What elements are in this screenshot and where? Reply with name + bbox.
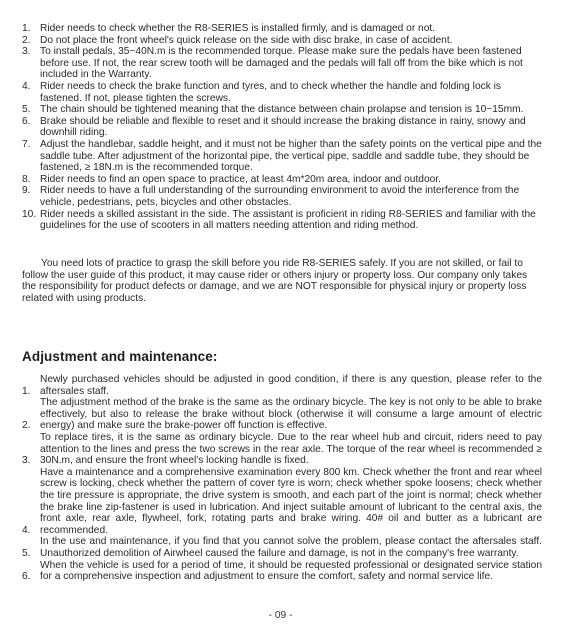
- list-item: [22, 116, 544, 139]
- item-text: When the vehicle is used for a period of time, it should be requested professional or designated service station for a comprehensive inspection and adjustment to ensure the comfort, safety and normal service life.: [40, 559, 542, 583]
- item-number: 8.: [22, 173, 31, 185]
- list-item: [22, 139, 544, 174]
- item-text: In the use and maintenance, if you find that you cannot solve the problem, please contact the aftersales staff. Unauthorized demolition of Airwheel caused the failure and damage, is not in the company's free warranty.: [40, 536, 542, 559]
- item-number: 10.: [22, 208, 37, 220]
- item-number: 6.: [22, 115, 31, 127]
- item-text: Adjust the handlebar, saddle height, and it must not be higher than the safety points on the vertical pipe and the saddle tube. After adjustment of the horizontal pipe, the vertical pipe, saddle and saddle tube, they should be fastened, ≥ 18N.m is the recommended torque.: [40, 138, 542, 174]
- list-item: [22, 560, 542, 583]
- item-text: To replace tires, it is the same as ordinary bicycle. Due to the rear wheel hub and circuit, riders need to pay attention to the lines and press the two screws in the rear axle. The torque of the rear wheel is recommended ≥ 30N.m, and ensure the front wheel's locking handle is fixed.: [40, 431, 542, 467]
- list-item: [22, 374, 542, 397]
- item-number: 2.: [22, 420, 31, 432]
- item-text: Rider needs to check whether the R8-SERIES is installed firmly, and is damaged or not.: [40, 23, 436, 34]
- item-text: Do not place the front wheel's quick release on the side with disc brake, in case of accident.: [40, 34, 453, 46]
- item-text: Brake should be reliable and flexible to reset and it should increase the braking distance in rainy, snowy and downhill riding.: [40, 115, 526, 139]
- item-text: Rider needs to find an open space to practice, at least 4m*20m area, indoor and outdoor.: [40, 173, 441, 185]
- item-text: Rider needs to have a full understanding of the surrounding environment to avoid the interference from the vehicle, pedestrians, pets, bicycles and other obstacles.: [40, 185, 520, 208]
- list-item: [22, 397, 542, 432]
- item-number: 4.: [22, 524, 31, 536]
- item-number: 2.: [22, 34, 31, 46]
- item-text: The adjustment method of the brake is the same as the ordinary bicycle. The key is not only to be able to brake effectively, but also to release the brake without block (otherwise it will consume a large amount of electric energy) and make sure the brake-power off function is effective.: [40, 397, 542, 432]
- page-number: - 09 -: [268, 610, 293, 621]
- item-number: 9.: [22, 185, 31, 197]
- item-number: 3.: [22, 455, 31, 467]
- list-item: [22, 432, 542, 467]
- item-number: 1.: [22, 385, 31, 397]
- item-number: 6.: [22, 571, 31, 583]
- item-text: Have a maintenance and a comprehensive examination every 800 km. Check whether the front and rear wheel screw is locking, check whether the pattern of cover tyre is worn; check whether spoke loosens; check whether the tire pressure is appropriate, the drive system is smooth, and each part of the joint is normal; check whether the brake line zip-fastener is used in lubrication. And inject suitable amount of lubricant to the central axis, the front axle, rear axle, flywheel, fork, rotating parts and brake wiring. 40# oil and butter as a lubricant are recommended.: [40, 466, 542, 536]
- item-text: Newly purchased vehicles should be adjusted in good condition, if there is any question, please refer to the aftersales staff.: [40, 374, 542, 397]
- list-item: [22, 467, 542, 537]
- list-item: [22, 174, 544, 186]
- item-number: 1.: [22, 23, 31, 34]
- list-item: [22, 81, 544, 104]
- list-item: [22, 185, 544, 208]
- item-text: Rider needs to check the brake function and tyres, and to check whether the handle and folding lock is fastened. If not, please tighten the screws.: [40, 80, 501, 104]
- safety-warning-paragraph: You need lots of practice to grasp the skill before you ride R8-SERIES safely. If you are not skilled, or fail to follow the user guide of this product, it may cause rider or others injury or property loss. Our company only takes the responsibility for product defects or damage, and we are NOT responsible for physical injury or property loss related with using products.: [22, 258, 528, 304]
- item-number: 7.: [22, 138, 31, 150]
- list-item: [22, 23, 544, 35]
- safety-checklist: [22, 23, 544, 232]
- item-number: 5.: [22, 547, 31, 559]
- section-heading: Adjustment and maintenance:: [22, 349, 218, 364]
- list-item: [22, 209, 544, 232]
- item-number: 3.: [22, 46, 31, 58]
- list-item: [22, 35, 544, 47]
- item-text: Rider needs a skilled assistant in the side. The assistant is proficient in riding R8-SERIES and familiar with the guidelines for the use of scooters in all matters needing attention and riding method.: [40, 208, 536, 232]
- adjustment-list: [22, 374, 542, 583]
- item-text: The chain should be tightened meaning that the distance between chain prolapse and tension is 10~15mm.: [40, 104, 524, 116]
- item-number: 5.: [22, 104, 31, 116]
- list-item: [22, 536, 542, 559]
- item-number: 4.: [22, 80, 31, 92]
- list-item: [22, 104, 544, 116]
- list-item: [22, 46, 544, 81]
- item-text: To install pedals, 35~40N.m is the recommended torque. Please make sure the pedals have been fastened before use. If not, the rear screw tooth will be damaged and the pedals will fall off from the bike which is not included in the Warranty.: [40, 46, 523, 81]
